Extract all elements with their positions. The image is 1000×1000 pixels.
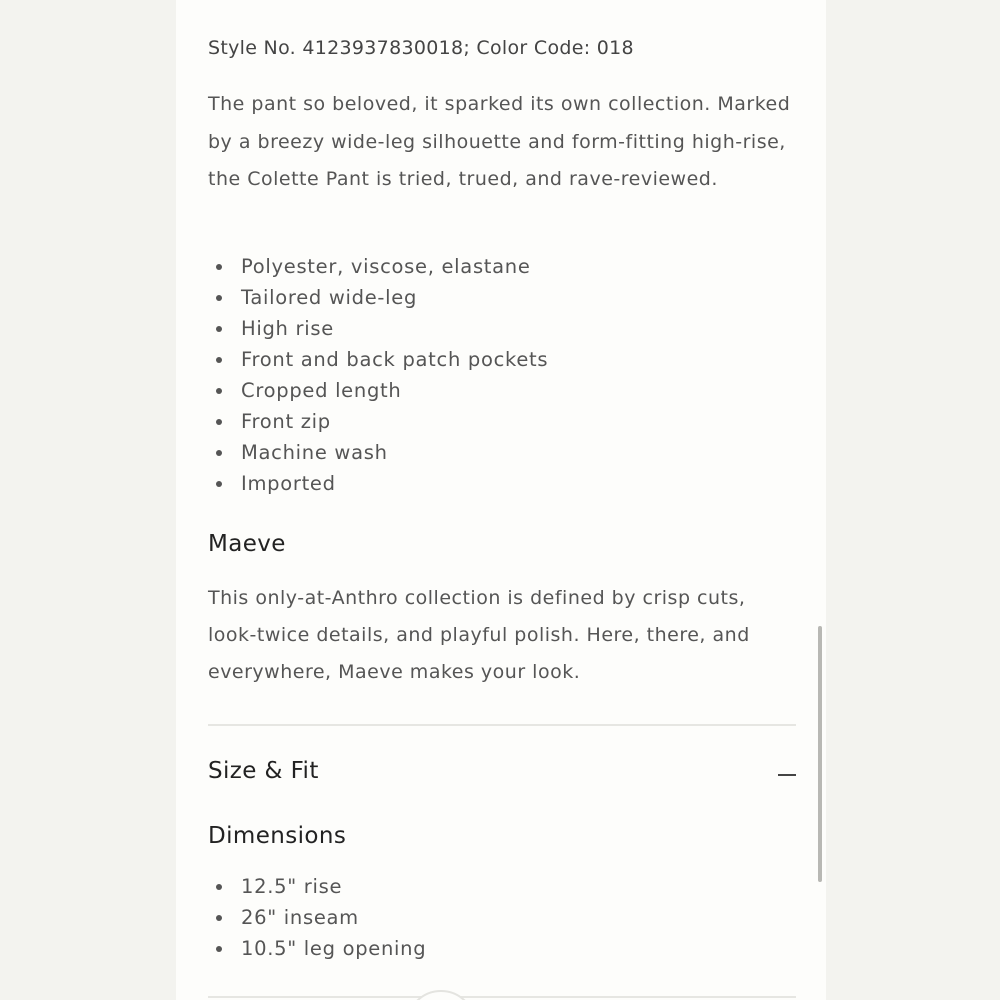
list-item [208, 406, 548, 437]
minus-icon[interactable] [778, 774, 796, 776]
bullet-icon [216, 295, 222, 301]
feature-text: Tailored wide-leg [241, 286, 418, 309]
bullet-icon [216, 357, 222, 363]
list-item [208, 437, 548, 468]
bullet-icon [216, 450, 222, 456]
list-item [208, 344, 548, 375]
size-fit-title: Size & Fit [208, 758, 319, 784]
bullet-icon [216, 326, 222, 332]
dimension-text: 10.5" leg opening [241, 937, 427, 960]
list-item [208, 468, 548, 499]
list-item [208, 375, 548, 406]
product-details-panel [176, 0, 826, 1000]
dimensions-list [208, 871, 426, 964]
list-item [208, 282, 548, 313]
list-item [208, 871, 426, 902]
style-number: Style No. 4123937830018; Color Code: 018 [208, 37, 634, 59]
brand-title: Maeve [208, 531, 286, 557]
bullet-icon [216, 481, 222, 487]
round-button[interactable] [406, 990, 476, 1000]
section-divider [208, 996, 796, 998]
list-item [208, 251, 548, 282]
bullet-icon [216, 884, 222, 890]
size-fit-accordion-toggle[interactable] [208, 755, 796, 795]
bullet-icon [216, 419, 222, 425]
feature-text: Cropped length [241, 379, 402, 402]
section-divider [208, 724, 796, 726]
scrollbar[interactable] [818, 626, 822, 882]
bullet-icon [216, 388, 222, 394]
brand-description: This only-at-Anthro collection is defined by crisp cuts, look-twice details, and playful polish. Here, there, and everywhere, Maeve makes your look. [208, 587, 750, 683]
bullet-icon [216, 264, 222, 270]
list-item [208, 902, 426, 933]
bullet-icon [216, 915, 222, 921]
list-item [208, 933, 426, 964]
feature-list [208, 251, 548, 499]
dimension-text: 26" inseam [241, 906, 359, 929]
dimensions-title: Dimensions [208, 823, 347, 849]
feature-text: Imported [241, 472, 336, 495]
feature-text: Front zip [241, 410, 331, 433]
feature-text: Front and back patch pockets [241, 348, 549, 371]
feature-text: Machine wash [241, 441, 388, 464]
list-item [208, 313, 548, 344]
feature-text: Polyester, viscose, elastane [241, 255, 531, 278]
product-description: The pant so beloved, it sparked its own collection. Marked by a breezy wide-leg silhouette and form-fitting high-rise, the Colette Pant is tried, trued, and rave-reviewed. [208, 93, 791, 190]
bullet-icon [216, 946, 222, 952]
feature-text: High rise [241, 317, 334, 340]
dimension-text: 12.5" rise [241, 875, 343, 898]
